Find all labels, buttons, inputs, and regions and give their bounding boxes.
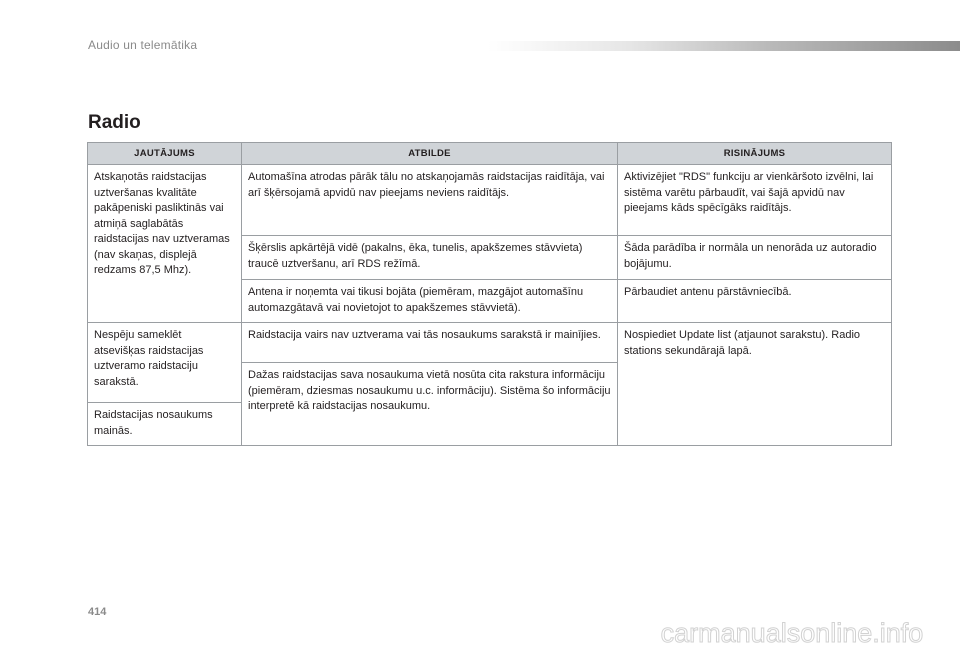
answer-cell: Dažas raidstacijas sava nosaukuma vietā nosūta cita rakstura informāciju (piemēram, dziesmas nosaukumu u.c. informāciju). Sistēma šo informāciju interpretē kā raidstacijas nosaukumu. xyxy=(242,363,618,446)
question-cell: Atskaņotās raidstacijas uztveršanas kvalitāte pakāpeniski pasliktinās vai atmiņā saglabātās raidstacijas nav uztveramas (nav skaņas, displejā redzams 87,5 Mhz). xyxy=(88,165,242,323)
table-row xyxy=(88,323,892,363)
question-cell: Raidstacijas nosaukums mainās. xyxy=(88,403,242,446)
answer-cell: Raidstacija vairs nav uztverama vai tās nosaukums sarakstā ir mainījies. xyxy=(242,323,618,363)
answer-cell: Šķērslis apkārtējā vidē (pakalns, ēka, tunelis, apakšzemes stāvvieta) traucē uztveršanu, arī RDS režīmā. xyxy=(242,236,618,280)
page-number: 414 xyxy=(88,606,107,618)
table-header-row xyxy=(88,143,892,165)
solution-cell: Nospiediet Update list (atjaunot sarakstu). Radio stations sekundārajā lapā. xyxy=(618,323,892,446)
column-header-question: JAUTĀJUMS xyxy=(88,143,242,165)
watermark-logo xyxy=(632,615,952,649)
column-header-answer: ATBILDE xyxy=(242,143,618,165)
table-row xyxy=(88,165,892,236)
solution-cell: Pārbaudiet antenu pārstāvniecībā. xyxy=(618,280,892,323)
section-header-title: Audio un telemātika xyxy=(88,38,198,52)
watermark-text: carmanualsonline.info xyxy=(660,618,924,648)
question-cell: Nespēju sameklēt atsevišķas raidstacijas uztveramo raidstaciju sarakstā. xyxy=(88,323,242,403)
column-header-solution: RISINĀJUMS xyxy=(618,143,892,165)
troubleshooting-table xyxy=(87,142,892,446)
solution-cell: Aktivizējiet "RDS" funkciju ar vienkāršoto izvēlni, lai sistēma varētu pārbaudīt, vai šajā apvidū nav pieejams kāds spēcīgāks raidītājs. xyxy=(618,165,892,236)
answer-cell: Antena ir noņemta vai tikusi bojāta (piemēram, mazgājot automašīnu automazgātavā vai novietojot to apakšzemes stāvvietā). xyxy=(242,280,618,323)
answer-cell: Automašīna atrodas pārāk tālu no atskaņojamās raidstacijas raidītāja, vai arī šķērsojamā apvidū nav pieejams neviens raidītājs. xyxy=(242,165,618,236)
header-gradient-bar xyxy=(488,41,960,51)
page-title: Radio xyxy=(88,112,141,133)
solution-cell: Šāda parādība ir normāla un nenorāda uz autoradio bojājumu. xyxy=(618,236,892,280)
